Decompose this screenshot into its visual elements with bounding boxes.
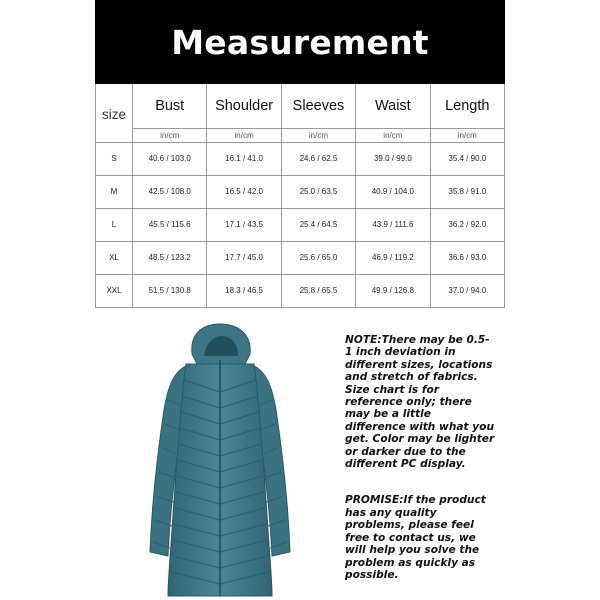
- table-cell: 36.6 / 93.0: [430, 241, 504, 274]
- promise-text: PROMISE:If the product has any quality problems, please feel free to contact us, we will help you solve the problem as quickly as possible.: [345, 494, 486, 581]
- table-cell: 45.5 / 115.6: [133, 208, 207, 241]
- table-cell: 18.3 / 46.5: [207, 274, 281, 307]
- table-cell: 37.0 / 94.0: [430, 274, 504, 307]
- unit-cell: in/cm: [133, 128, 207, 142]
- size-label: L: [96, 208, 133, 241]
- table-cell: 25.6 / 65.0: [281, 241, 355, 274]
- unit-cell-blank: [96, 128, 133, 142]
- table-cell: 16.1 / 41.0: [207, 142, 281, 175]
- table-row: [96, 175, 505, 208]
- table-cell: 39.0 / 99.0: [356, 142, 430, 175]
- table-cell: 51.5 / 130.8: [133, 274, 207, 307]
- column-header-length: Length: [430, 84, 504, 128]
- unit-cell: in/cm: [356, 128, 430, 142]
- table-cell: 40.6 / 103.0: [133, 142, 207, 175]
- column-header-sleeves: Sleeves: [281, 84, 355, 128]
- column-header-bust: Bust: [133, 84, 207, 128]
- title-banner: [95, 0, 505, 84]
- table-cell: 46.9 / 119.2: [356, 241, 430, 274]
- table-cell: 17.1 / 43.5: [207, 208, 281, 241]
- table-cell: 16.5 / 42.0: [207, 175, 281, 208]
- table-cell: 36.2 / 92.0: [430, 208, 504, 241]
- table-cell: 43.9 / 111.6: [356, 208, 430, 241]
- unit-cell: in/cm: [207, 128, 281, 142]
- notes-panel: [345, 334, 495, 581]
- page-title: Measurement: [171, 22, 429, 62]
- size-label: S: [96, 142, 133, 175]
- table-cell: 49.9 / 126.8: [356, 274, 430, 307]
- size-label: M: [96, 175, 133, 208]
- table-cell: 48.5 / 123.2: [133, 241, 207, 274]
- size-label: XL: [96, 241, 133, 274]
- size-chart-table: [95, 84, 505, 308]
- table-row: [96, 142, 505, 175]
- table-cell: 24.6 / 62.5: [281, 142, 355, 175]
- table-row: [96, 208, 505, 241]
- table-cell: 25.4 / 64.5: [281, 208, 355, 241]
- size-column-header: size: [96, 84, 133, 128]
- table-cell: 25.0 / 63.5: [281, 175, 355, 208]
- table-row: [96, 274, 505, 307]
- table-cell: 17.7 / 45.0: [207, 241, 281, 274]
- table-cell: 25.8 / 65.5: [281, 274, 355, 307]
- product-coat-image: [140, 320, 300, 600]
- table-row: [96, 241, 505, 274]
- unit-row: [96, 128, 505, 142]
- unit-cell: in/cm: [281, 128, 355, 142]
- size-label: XXL: [96, 274, 133, 307]
- unit-cell: in/cm: [430, 128, 504, 142]
- column-header-waist: Waist: [356, 84, 430, 128]
- note-text: NOTE:There may be 0.5-1 inch deviation in different sizes, locations and stretch of fabrics. Size chart is for reference only; there may be a little difference with what you get. Color may be lighter or darker due to the different PC display.: [345, 334, 495, 471]
- table-cell: 35.4 / 90.0: [430, 142, 504, 175]
- table-cell: 42.5 / 108.0: [133, 175, 207, 208]
- table-header-row: [96, 84, 505, 128]
- table-cell: 35.8 / 91.0: [430, 175, 504, 208]
- table-cell: 40.9 / 104.0: [356, 175, 430, 208]
- column-header-shoulder: Shoulder: [207, 84, 281, 128]
